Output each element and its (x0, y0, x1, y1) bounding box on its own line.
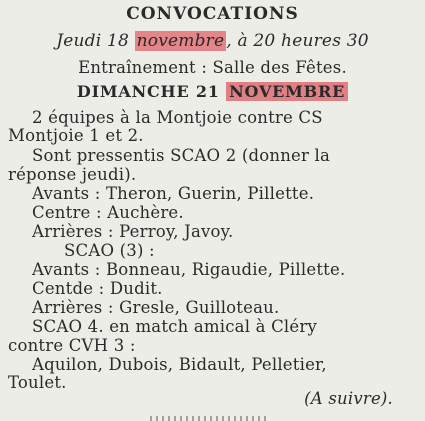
body-line: contre CVH 3 : (8, 336, 136, 355)
body-line: Arrières : Gresle, Guilloteau. (32, 298, 280, 317)
highlighted-month-2: NOVEMBRE (226, 82, 348, 101)
article-title: CONVOCATIONS (126, 4, 299, 24)
training-line: Entraînement : Salle des Fêtes. (78, 58, 347, 77)
body-line: Avants : Theron, Guerin, Pillette. (32, 184, 315, 203)
body-line: Avants : Bonneau, Rigaudie, Pillette. (32, 260, 346, 279)
body-line: Centde : Dudit. (32, 279, 163, 298)
date2-prefix: DIMANCHE 21 (76, 82, 227, 101)
body-line: Toulet. (8, 373, 67, 392)
body-line: 2 équipes à la Montjoie contre CS (32, 108, 323, 127)
body-line: Montjoie 1 et 2. (8, 126, 144, 145)
body-line: SCAO (3) : (64, 241, 155, 260)
date1-prefix: Jeudi 18 (56, 31, 135, 51)
thursday-date-line (0, 31, 425, 51)
body-line: Sont pressentis SCAO 2 (donner la (32, 146, 331, 165)
highlighted-month-1: novembre (136, 31, 225, 51)
body-line: Centre : Auchère. (32, 203, 184, 222)
body-line: Aquilon, Dubois, Bidault, Pelletier, (32, 355, 327, 374)
body-line: SCAO 4. en match amical à Cléry (32, 317, 317, 336)
body-line: réponse jeudi). (8, 165, 137, 184)
to-be-continued: (A suivre). (304, 389, 393, 408)
body-line: Arrières : Perroy, Javoy. (32, 222, 234, 241)
cut-off-text-fragment (150, 416, 270, 421)
sunday-date-line (0, 82, 425, 102)
date1-suffix: , à 20 heures 30 (226, 31, 369, 51)
